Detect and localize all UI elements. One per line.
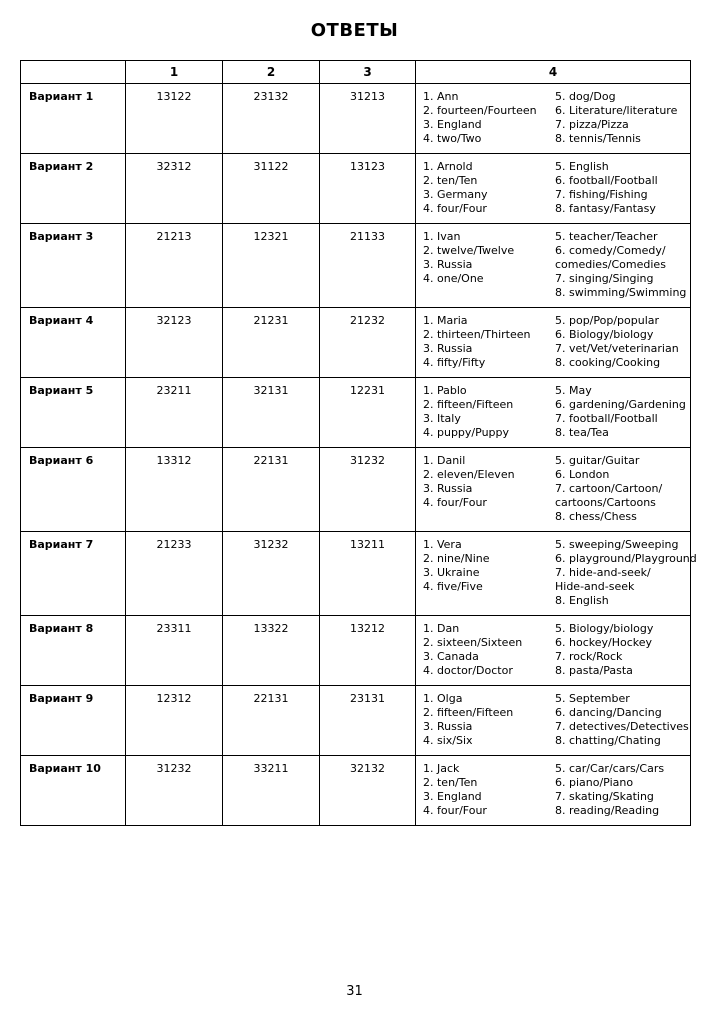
answers-right-column	[555, 160, 688, 216]
answer-item: Hide-and-seek	[555, 580, 635, 593]
header-cell: 4	[416, 61, 691, 84]
variant-label: Вариант 8	[21, 616, 126, 686]
answer-item: 5. dog/Dog	[555, 90, 616, 103]
variant-label: Вариант 9	[21, 686, 126, 756]
answer-item: 4. fifty/Fifty	[423, 356, 486, 369]
answer-item: 1. Ann	[423, 90, 459, 103]
answer-item: 6. piano/Piano	[555, 776, 634, 789]
answer-item: 7. hide-and-seek/	[555, 566, 651, 579]
answer-item: 4. two/Two	[423, 132, 482, 145]
answer-item: 6. comedy/Comedy/	[555, 244, 666, 257]
answer-code-3: 31213	[320, 84, 416, 154]
answer-item: 3. Ukraine	[423, 566, 480, 579]
answer-code-1: 21233	[126, 532, 223, 616]
answers-right-column	[555, 384, 688, 440]
answer-list-4	[416, 84, 691, 154]
table-row	[21, 378, 691, 448]
answer-code-3: 23131	[320, 686, 416, 756]
answer-item: 4. five/Five	[423, 580, 483, 593]
answer-code-1: 21213	[126, 224, 223, 308]
answer-item: 7. pizza/Pizza	[555, 118, 629, 131]
header-cell	[21, 61, 126, 84]
table-row	[21, 308, 691, 378]
answer-item: 5. September	[555, 692, 630, 705]
answer-item: 7. detectives/Detectives	[555, 720, 689, 733]
answer-code-2: 32131	[223, 378, 320, 448]
answer-code-1: 32312	[126, 154, 223, 224]
answer-item: 3. England	[423, 790, 482, 803]
answer-item: 1. Olga	[423, 692, 463, 705]
answer-list-4	[416, 224, 691, 308]
answers-left-column	[423, 538, 555, 608]
answer-item: 2. nine/Nine	[423, 552, 490, 565]
answer-item: 5. guitar/Guitar	[555, 454, 640, 467]
answers-left-column	[423, 90, 555, 146]
header-row	[21, 61, 691, 84]
answer-item: 3. Russia	[423, 482, 473, 495]
answer-item: 1. Arnold	[423, 160, 473, 173]
answer-item: 6. London	[555, 468, 610, 481]
answer-list-4	[416, 308, 691, 378]
answer-list-4	[416, 448, 691, 532]
answer-item: 5. sweeping/Sweeping	[555, 538, 679, 551]
answer-item: 4. doctor/Doctor	[423, 664, 513, 677]
page-title: ОТВЕТЫ	[310, 20, 399, 41]
answers-right-column	[555, 692, 689, 748]
answers-left-column	[423, 692, 555, 748]
answers-left-column	[423, 454, 555, 524]
answer-item: 4. one/One	[423, 272, 484, 285]
answer-item: 1. Ivan	[423, 230, 461, 243]
variant-label: Вариант 6	[21, 448, 126, 532]
answer-item: 2. eleven/Eleven	[423, 468, 515, 481]
answer-item: 3. Germany	[423, 188, 488, 201]
answers-left-column	[423, 230, 555, 300]
answer-code-3: 12231	[320, 378, 416, 448]
table-row	[21, 686, 691, 756]
answer-item: 4. four/Four	[423, 496, 487, 509]
variant-label: Вариант 2	[21, 154, 126, 224]
answer-item: 1. Danil	[423, 454, 466, 467]
answer-item: 4. four/Four	[423, 202, 487, 215]
table-row	[21, 224, 691, 308]
answer-item: 6. Biology/biology	[555, 328, 654, 341]
answer-list-4	[416, 616, 691, 686]
answer-code-2: 31232	[223, 532, 320, 616]
answers-left-column	[423, 314, 555, 370]
answer-item: 8. pasta/Pasta	[555, 664, 633, 677]
answers-left-column	[423, 622, 555, 678]
header-cell: 3	[320, 61, 416, 84]
header-cell: 2	[223, 61, 320, 84]
answer-item: 2. ten/Ten	[423, 776, 478, 789]
variant-label: Вариант 3	[21, 224, 126, 308]
answer-item: 1. Maria	[423, 314, 468, 327]
answer-item: 6. dancing/Dancing	[555, 706, 662, 719]
answer-item: 6. Literature/literature	[555, 104, 678, 117]
answer-item: 8. tea/Tea	[555, 426, 609, 439]
answer-item: 7. rock/Rock	[555, 650, 623, 663]
answer-item: 2. fifteen/Fifteen	[423, 706, 514, 719]
answer-list-4	[416, 686, 691, 756]
answer-code-1: 13312	[126, 448, 223, 532]
answer-item: 7. cartoon/Cartoon/	[555, 482, 663, 495]
answer-code-2: 12321	[223, 224, 320, 308]
table-row	[21, 532, 691, 616]
answer-item: 2. thirteen/Thirteen	[423, 328, 531, 341]
variant-label: Вариант 4	[21, 308, 126, 378]
answer-code-2: 23132	[223, 84, 320, 154]
answer-item: 8. swimming/Swimming	[555, 286, 687, 299]
answer-code-3: 13212	[320, 616, 416, 686]
answer-item: 8. chess/Chess	[555, 510, 637, 523]
answer-code-2: 22131	[223, 686, 320, 756]
answer-code-3: 31232	[320, 448, 416, 532]
answer-item: 8. fantasy/Fantasy	[555, 202, 656, 215]
answers-right-column	[555, 622, 688, 678]
answer-code-2: 33211	[223, 756, 320, 826]
answer-item: 8. reading/Reading	[555, 804, 660, 817]
answer-code-3: 21133	[320, 224, 416, 308]
answer-item: cartoons/Cartoons	[555, 496, 656, 509]
answer-list-4	[416, 756, 691, 826]
answer-item: 5. Biology/biology	[555, 622, 654, 635]
answer-item: 3. Russia	[423, 258, 473, 271]
answer-code-3: 32132	[320, 756, 416, 826]
answer-item: 8. chatting/Chating	[555, 734, 661, 747]
answers-right-column	[555, 230, 688, 300]
table-row	[21, 84, 691, 154]
table-row	[21, 756, 691, 826]
table-row	[21, 616, 691, 686]
answers-table	[20, 60, 697, 826]
answers-left-column	[423, 762, 555, 818]
answer-code-1: 31232	[126, 756, 223, 826]
answer-list-4	[416, 154, 691, 224]
answers-left-column	[423, 160, 555, 216]
answer-item: 6. gardening/Gardening	[555, 398, 686, 411]
variant-label: Вариант 1	[21, 84, 126, 154]
page-number: 31	[346, 984, 363, 999]
answer-item: 5. teacher/Teacher	[555, 230, 658, 243]
answer-item: 5. car/Car/cars/Cars	[555, 762, 665, 775]
answers-right-column	[555, 90, 688, 146]
answer-item: 7. fishing/Fishing	[555, 188, 648, 201]
answers-right-column	[555, 762, 688, 818]
answer-code-3: 21232	[320, 308, 416, 378]
answer-item: 8. cooking/Cooking	[555, 356, 661, 369]
answer-item: 5. May	[555, 384, 592, 397]
answer-item: 7. football/Football	[555, 412, 658, 425]
answer-item: 3. Canada	[423, 650, 479, 663]
answer-item: 1. Vera	[423, 538, 462, 551]
answer-code-2: 21231	[223, 308, 320, 378]
answer-item: 6. football/Football	[555, 174, 658, 187]
variant-label: Вариант 7	[21, 532, 126, 616]
variant-label: Вариант 10	[21, 756, 126, 826]
answer-code-1: 23311	[126, 616, 223, 686]
answer-item: 3. Russia	[423, 342, 473, 355]
answer-code-1: 13122	[126, 84, 223, 154]
answer-item: 1. Pablo	[423, 384, 467, 397]
answer-code-3: 13123	[320, 154, 416, 224]
variant-label: Вариант 5	[21, 378, 126, 448]
answer-item: 2. sixteen/Sixteen	[423, 636, 523, 649]
answers-left-column	[423, 384, 555, 440]
answer-code-1: 12312	[126, 686, 223, 756]
header-cell: 1	[126, 61, 223, 84]
answer-item: 7. skating/Skating	[555, 790, 654, 803]
answer-item: 2. fifteen/Fifteen	[423, 398, 514, 411]
answer-item: 5. pop/Pop/popular	[555, 314, 660, 327]
answer-item: 7. vet/Vet/veterinarian	[555, 342, 679, 355]
answer-item: 4. puppy/Puppy	[423, 426, 510, 439]
answer-item: 6. hockey/Hockey	[555, 636, 653, 649]
answer-item: 4. six/Six	[423, 734, 473, 747]
answer-item: 2. ten/Ten	[423, 174, 478, 187]
answer-item: 1. Dan	[423, 622, 460, 635]
answer-item: 3. Italy	[423, 412, 461, 425]
answer-item: 3. Russia	[423, 720, 473, 733]
table-row	[21, 154, 691, 224]
answer-item: 4. four/Four	[423, 804, 487, 817]
table-row	[21, 448, 691, 532]
answer-item: 2. twelve/Twelve	[423, 244, 515, 257]
answer-list-4	[416, 532, 697, 616]
answers-right-column	[555, 454, 688, 524]
answer-item: 3. England	[423, 118, 482, 131]
answer-item: 7. singing/Singing	[555, 272, 654, 285]
answer-code-2: 22131	[223, 448, 320, 532]
answer-code-1: 23211	[126, 378, 223, 448]
answer-item: 2. fourteen/Fourteen	[423, 104, 537, 117]
answer-list-4	[416, 378, 691, 448]
answer-code-2: 31122	[223, 154, 320, 224]
answer-item: 8. English	[555, 594, 609, 607]
answer-code-3: 13211	[320, 532, 416, 616]
answer-item: 8. tennis/Tennis	[555, 132, 641, 145]
answer-code-2: 13322	[223, 616, 320, 686]
answer-item: comedies/Comedies	[555, 258, 666, 271]
answers-right-column	[555, 314, 688, 370]
answer-code-1: 32123	[126, 308, 223, 378]
answers-right-column	[555, 538, 697, 608]
answer-item: 5. English	[555, 160, 609, 173]
answer-item: 6. playground/Playground	[555, 552, 697, 565]
answer-item: 1. Jack	[423, 762, 460, 775]
